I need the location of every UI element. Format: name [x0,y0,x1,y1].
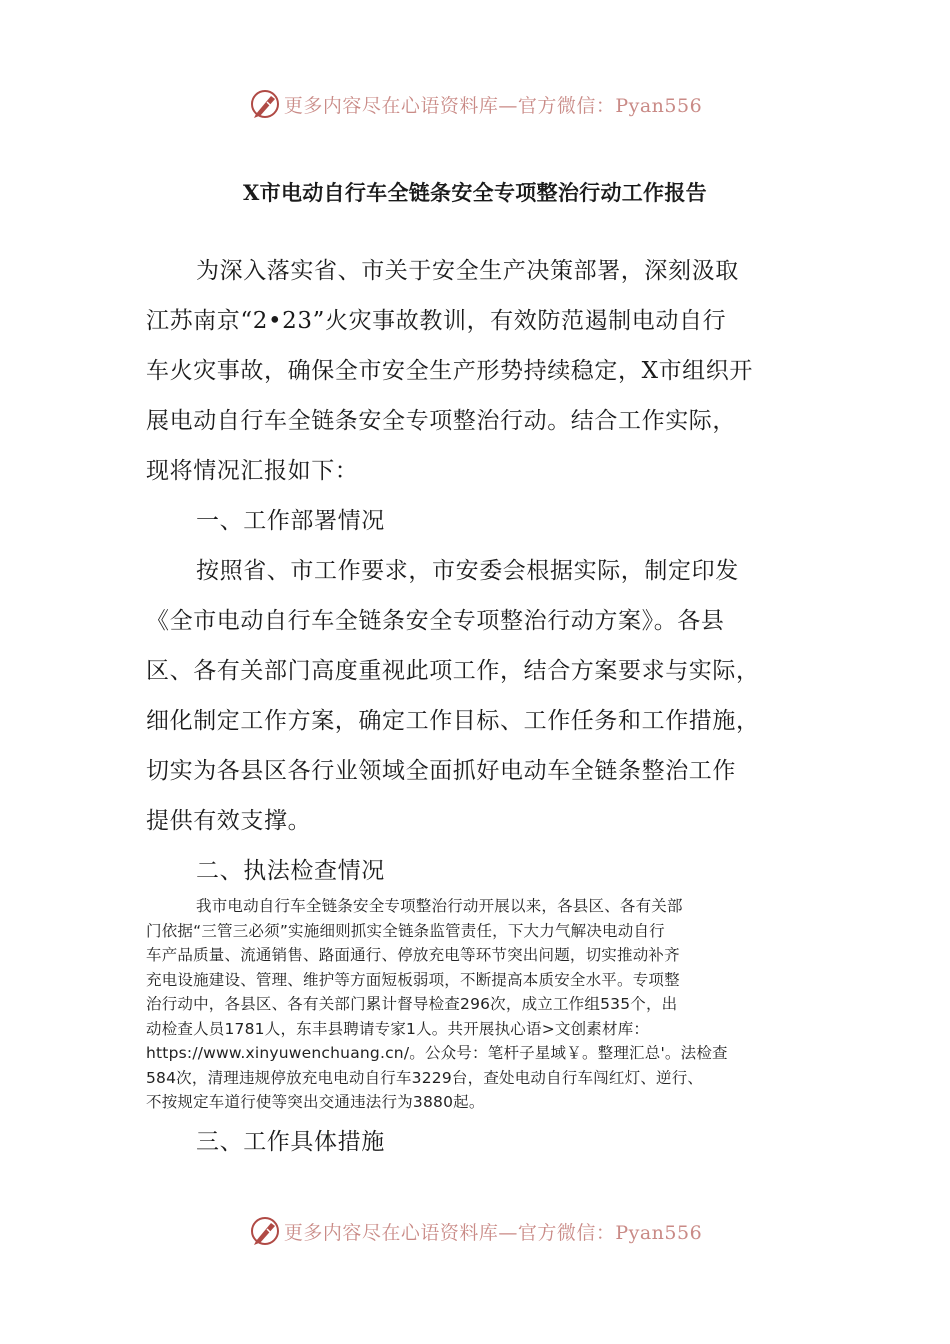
text-line: 584次，清理违规停放充电电动自行车3229台，查处电动自行车闯红灯、逆行、 [146,1068,704,1087]
section-heading-1 [146,496,806,546]
section-heading-2 [146,846,806,896]
text-line: 不按规定车道行使等突出交通违法行为3880起。 [146,1093,485,1111]
text-line: 按照省、市工作要求，市安委会根据实际，制定印发 [196,558,739,584]
text-line: 我市电动自行车全链条安全专项整治行动开展以来，各县区、各有关部 [196,897,683,915]
text-line: 为深入落实省、市关于安全生产决策部署，深刻汲取 [196,258,739,284]
document-title: X市电动自行车全链条安全专项整治行动工作报告 [243,180,707,205]
text-line: 展电动自行车全链条安全专项整治行动。结合工作实际， [146,408,736,434]
watermark-header [0,84,950,124]
text-line: 现将情况汇报如下： [146,458,359,484]
text-line: 动检查人员1781人，东丰县聘请专家1人。共开展执心语>文创素材库： [146,1019,650,1038]
heading-text: 一、工作部署情况 [196,508,385,534]
pen-nib-logo-icon [248,1214,282,1248]
heading-text: 二、执法检查情况 [196,858,385,884]
text-line: 治行动中，各县区、各有关部门累计督导检查296次，成立工作组535个，出 [146,995,678,1013]
heading-text: 三、工作具体措施 [196,1129,385,1155]
text-line: 细化制定工作方案，确定工作目标、工作任务和工作措施， [146,708,760,734]
text-line: 充电设施建设、管理、维护等方面短板弱项，不断提高本质安全水平。专项整 [146,970,680,989]
section-1-paragraph [146,546,806,846]
intro-paragraph [146,246,806,496]
text-line: 提供有效支撑。 [146,808,312,834]
text-line: 区、各有关部门高度重视此项工作，结合方案要求与实际， [146,658,760,684]
watermark-text: 更多内容尽在心语资料库—官方微信：Pyan556 [283,94,703,117]
text-line: 车火灾事故，确保全市安全生产形势持续稳定，X市组织开 [146,358,753,384]
text-line: 门依据“三管三必须”实施细则抓实全链条监管责任，下大力气解决电动自行 [146,921,665,940]
section-heading-3 [146,1117,806,1167]
watermark-footer [0,1211,950,1251]
pen-nib-logo-icon [248,87,282,121]
text-line: 江苏南京“2•23”火灾事故教训，有效防范遏制电动自行 [146,308,727,334]
text-line: 车产品质量、流通销售、路面通行、停放充电等环节突出问题，切实推动补齐 [146,946,680,964]
text-line: https://www.xinyuwenchuang.cn/。公众号：笔杆子星域￥。整理汇总'。法检查 [146,1044,728,1062]
section-2-paragraph [146,894,806,1115]
watermark-text: 更多内容尽在心语资料库—官方微信：Pyan556 [283,1221,703,1244]
text-line: 切实为各县区各行业领域全面抓好电动车全链条整治工作 [146,758,736,784]
text-line: 《全市电动自行车全链条安全专项整治行动方案》。各县 [146,608,725,634]
